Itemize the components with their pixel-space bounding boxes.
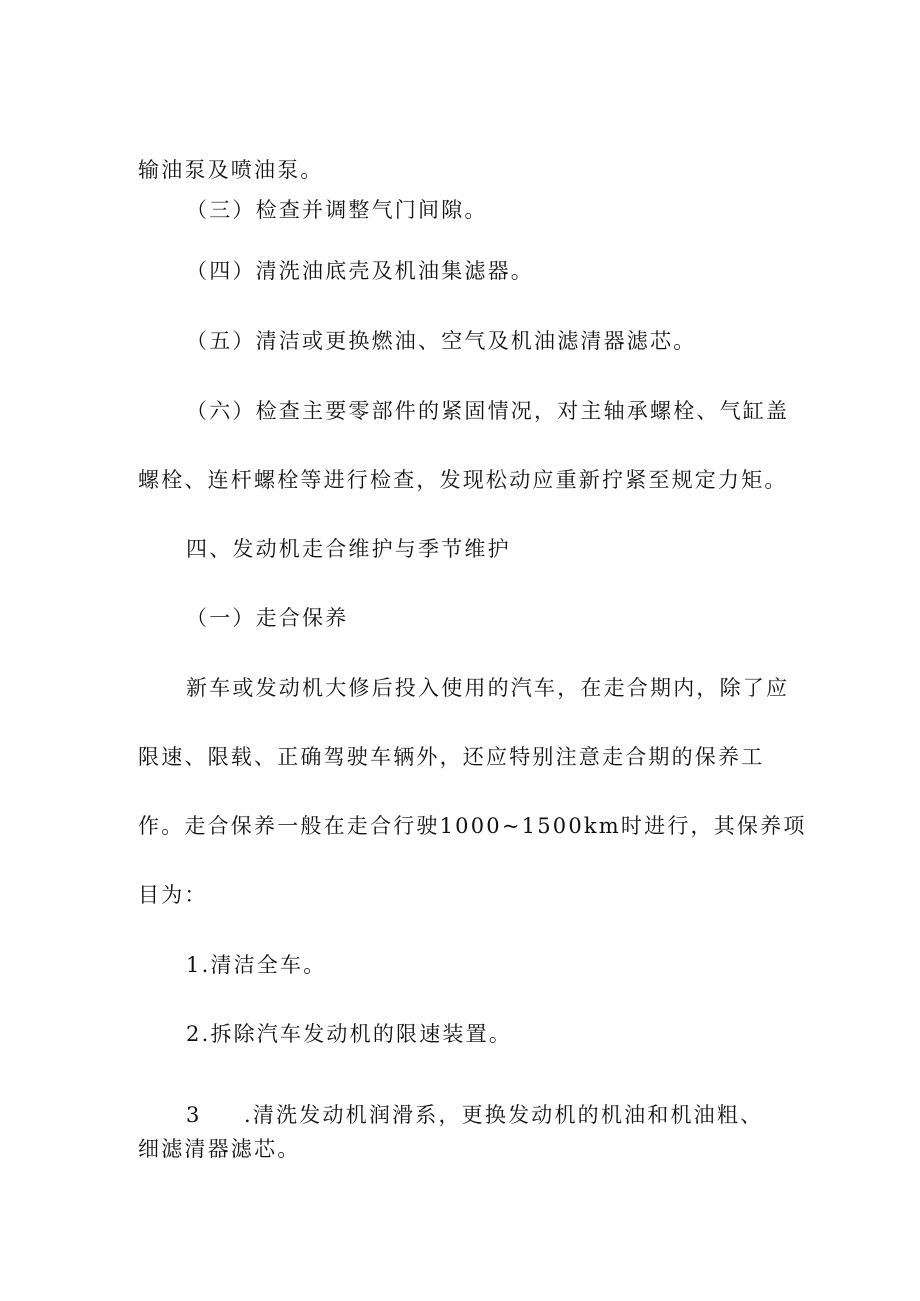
list-item-number: 1 — [186, 953, 202, 977]
continuation-text: 输油泵及喷油泵。 — [138, 158, 324, 182]
item-5-text: （五）清洁或更换燃油、空气及机油滤清器滤芯。 — [186, 329, 697, 353]
paragraph-line-2: 限速、限载、正确驾驶车辆外，还应特别注意走合期的保养工 — [138, 745, 765, 769]
paragraph-line-1: 新车或发动机大修后投入使用的汽车，在走合期内，除了应 — [186, 676, 790, 700]
list-item-number: 3 — [186, 1103, 202, 1127]
list-item — [186, 1101, 763, 1129]
subsection-1-heading: （一）走合保养 — [186, 606, 349, 630]
item-6-text-line1: （六）检查主要零部件的紧固情况，对主轴承螺栓、气缸盖 — [186, 399, 790, 423]
list-item-text: .清洁全车。 — [201, 953, 327, 977]
list-item — [186, 1020, 512, 1048]
paragraph-line-3: 作。走合保养一般在走合行驶1000~1500km时进行，其保养项 — [138, 814, 807, 838]
list-item — [186, 951, 326, 979]
list-item-text: .清洗发动机润滑系，更换发动机的机油和机油粗、 — [244, 1103, 764, 1127]
list-item-number: 2 — [186, 1022, 202, 1046]
item-4-text: （四）清洗油底壳及机油集滤器。 — [186, 259, 534, 283]
section-4-heading: 四、发动机走合维护与季节维护 — [186, 537, 511, 561]
item-3-text: （三）检查并调整气门间隙。 — [186, 198, 488, 222]
item-6-text-line2: 螺栓、连杆螺栓等进行检查，发现松动应重新拧紧至规定力矩。 — [138, 468, 788, 492]
list-item-text: .拆除汽车发动机的限速装置。 — [201, 1022, 513, 1046]
paragraph-line-4: 目为： — [138, 883, 208, 907]
list-item-continuation: 细滤清器滤芯。 — [138, 1137, 301, 1161]
